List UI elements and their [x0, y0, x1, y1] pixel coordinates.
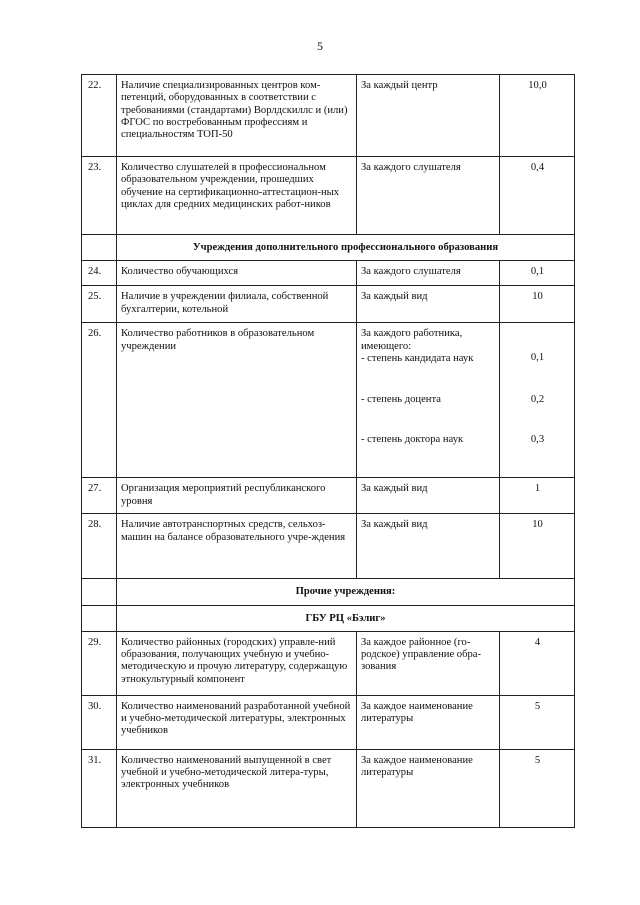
unit-text: За каждый вид	[357, 478, 500, 514]
score-value: 10	[500, 514, 575, 579]
indicator-text: Организация мероприятий республиканского уровня	[117, 478, 357, 514]
unit-text: За каждый вид	[357, 286, 500, 323]
table-row	[82, 261, 575, 286]
table-row	[82, 749, 575, 827]
unit-text: За каждое наименование литературы	[357, 749, 500, 827]
unit-text: За каждого слушателя	[357, 261, 500, 286]
section-heading-dpo: Учреждения дополнительного профессионального образования	[117, 235, 575, 261]
indicator-text: Количество наименований разработанной учебной и учебно-методической литературы, электронных учебников	[117, 695, 357, 749]
score-value: 10,0	[500, 75, 575, 157]
score-value: 10	[500, 286, 575, 323]
score-value: 0,4	[500, 157, 575, 235]
score-value	[500, 323, 575, 478]
section-row	[82, 579, 575, 605]
subitem-value: 0,1	[530, 352, 545, 364]
unit-text: За каждое районное (го-родское) управление обра-зования	[357, 631, 500, 695]
section-row	[82, 235, 575, 261]
indicator-text: Наличие в учреждении филиала, собственной бухгалтерии, котельной	[117, 286, 357, 323]
table-row	[82, 631, 575, 695]
empty-cell	[82, 235, 117, 261]
row-number: 25.	[82, 286, 117, 323]
indicator-text: Количество слушателей в профессиональном образовательном учреждении, прошедших обучение на сертификационно-аттестацион-ных циклах для средних медицинских работ-ников	[117, 157, 357, 235]
row-number: 31.	[82, 749, 117, 827]
table-row	[82, 157, 575, 235]
row-number: 23.	[82, 157, 117, 235]
subitem-label: - степень доктора наук	[361, 434, 464, 446]
indicator-text: Наличие автотранспортных средств, сельхоз-машин на балансе образовательного учре-ждения	[117, 514, 357, 579]
row-number: 29.	[82, 631, 117, 695]
indicator-text: Наличие специализированных центров ком-петенций, оборудованных в соответствии с требованиями (стандартами) Ворлдскиллс и (или) ФГОС по востребованным профессиям и специальностям ТОП-50	[117, 75, 357, 157]
row-number: 28.	[82, 514, 117, 579]
unit-text: За каждого слушателя	[357, 157, 500, 235]
unit-text: За каждый вид	[357, 514, 500, 579]
score-value: 0,1	[500, 261, 575, 286]
section-row	[82, 605, 575, 631]
empty-cell	[82, 605, 117, 631]
page-number: 5	[317, 39, 323, 53]
subitem-label: - степень кандидата наук	[361, 352, 474, 364]
indicator-text: Количество наименований выпущенной в свет учебной и учебно-методической литера-туры, электронных учебников	[117, 749, 357, 827]
indicator-text: Количество районных (городских) управле-ний образования, получающих учебную и учебно-методическую и прочую литературу, содержащую этнокультурный компонент	[117, 631, 357, 695]
unit-text: За каждое наименование литературы	[357, 695, 500, 749]
score-value: 5	[500, 749, 575, 827]
score-value: 4	[500, 631, 575, 695]
criteria-table	[81, 74, 575, 828]
table-row	[82, 695, 575, 749]
indicator-text: Количество работников в образовательном учреждении	[117, 323, 357, 478]
table-row	[82, 514, 575, 579]
table-row	[82, 323, 575, 478]
empty-cell	[82, 579, 117, 605]
table-row	[82, 478, 575, 514]
section-heading-gbu: ГБУ РЦ «Бэлиг»	[117, 605, 575, 631]
subitem-value: 0,2	[530, 393, 545, 405]
row-number: 27.	[82, 478, 117, 514]
row-number: 24.	[82, 261, 117, 286]
row-number: 22.	[82, 75, 117, 157]
table-row	[82, 286, 575, 323]
row-number: 26.	[82, 323, 117, 478]
unit-text: За каждый центр	[357, 75, 500, 157]
score-value: 5	[500, 695, 575, 749]
unit-intro: За каждого работника, имеющего:	[361, 328, 463, 352]
score-value: 1	[500, 478, 575, 514]
indicator-text: Количество обучающихся	[117, 261, 357, 286]
unit-text	[357, 323, 500, 478]
table-row	[82, 75, 575, 157]
section-heading-other: Прочие учреждения:	[117, 579, 575, 605]
row-number: 30.	[82, 695, 117, 749]
subitem-label: - степень доцента	[361, 394, 441, 406]
subitem-value: 0,3	[530, 433, 545, 445]
